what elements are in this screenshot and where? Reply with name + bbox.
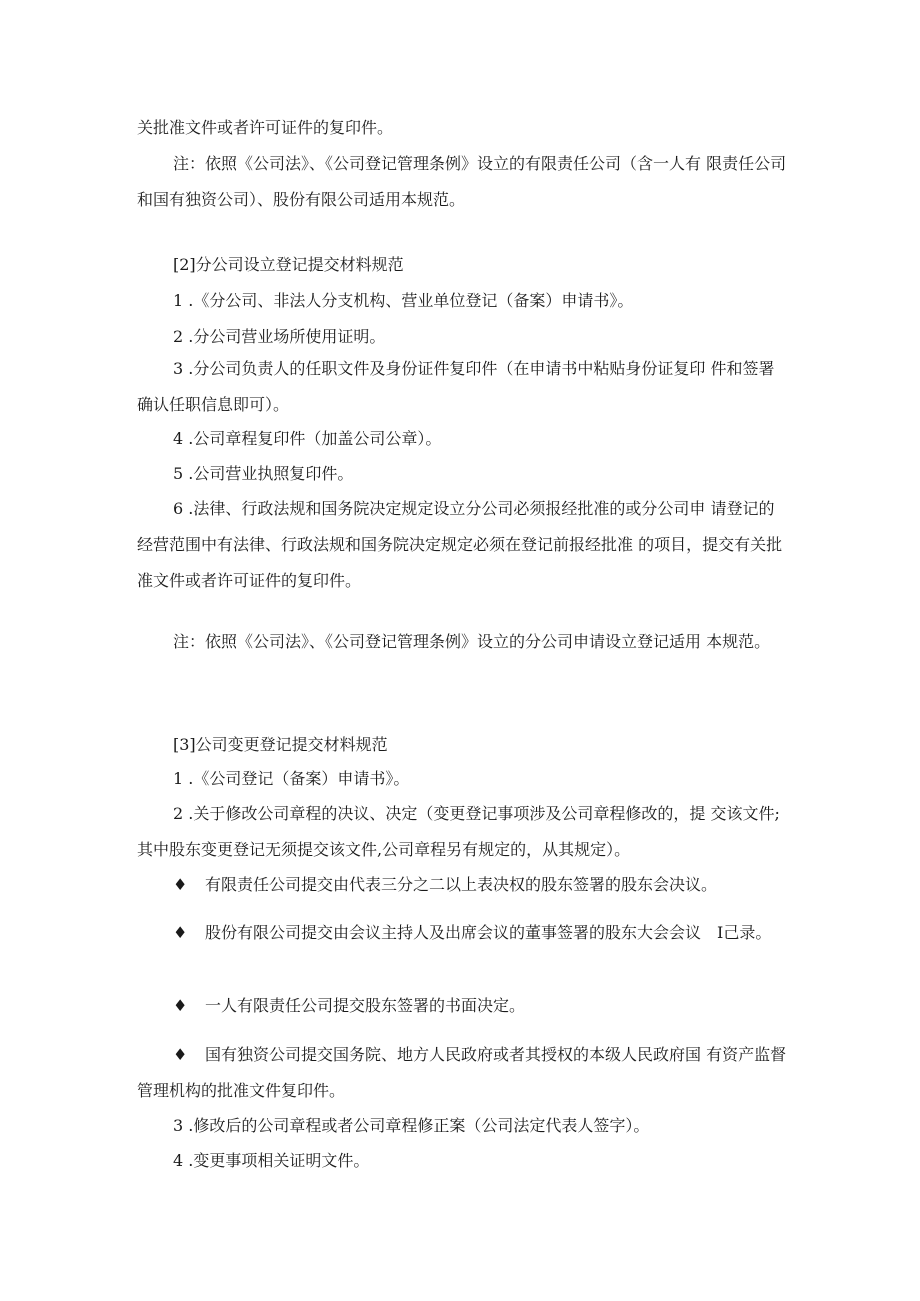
s3-item-1: 1 .《公司登记（备案）申请书》。: [173, 769, 410, 788]
s3-item-3: 3 .修改后的公司章程或者公司章程修正案（公司法定代表人签字）。: [173, 1116, 650, 1135]
section-3-heading: [3]公司变更登记提交材料规范: [173, 735, 388, 754]
paragraph-continued: 关批准文件或者许可证件的复印件。: [137, 118, 394, 137]
s2-item-5: 5 .公司营业执照复印件。: [173, 464, 354, 483]
note-paragraph-2: 注：依照《公司法》、《公司登记管理条例》设立的分公司申请设立登记适用 本规范。: [173, 632, 771, 651]
s3-item-2: 2 .关于修改公司章程的决议、决定（变更登记事项涉及公司章程修改的，提 交该文件;其中股东变更登记无须提交该文件,公司章程另有规定的，从其规定）。: [137, 804, 780, 859]
note-paragraph-1: 注：依照《公司法》、《公司登记管理条例》设立的有限责任公司（含一人有 限责任公司和国有独资公司）、股份有限公司适用本规范。: [137, 154, 787, 209]
s3-bullet-1-text: 有限责任公司提交由代表三分之二以上表决权的股东签署的股东会决议。: [205, 875, 718, 894]
section-2-heading: [2]分公司设立登记提交材料规范: [173, 255, 404, 274]
s2-item-2: 2 .分公司营业场所使用证明。: [173, 327, 386, 346]
s3-bullet-2-text: 股份有限公司提交由会议主持人及出席会议的董事签署的股东大会会议 I己录。: [205, 923, 772, 942]
s2-item-4: 4 .公司章程复印件（加盖公司公章）。: [173, 429, 442, 448]
s2-item-3: 3 .分公司负责人的任职文件及身份证件复印件（在申请书中粘贴身份证复印 件和签署确认任职信息即可）。: [137, 359, 775, 414]
diamond-bullet-icon: ♦: [173, 923, 188, 942]
s3-bullet-3-text: 一人有限责任公司提交股东签署的书面决定。: [205, 996, 526, 1015]
diamond-bullet-icon: ♦: [173, 996, 188, 1015]
s2-item-1: 1 .《分公司、非法人分支机构、营业单位登记（备案）申请书》。: [173, 291, 634, 310]
s3-item-4: 4 .变更事项相关证明文件。: [173, 1151, 370, 1170]
s3-bullet-4: [137, 1037, 789, 1109]
s3-bullet-2: [137, 915, 789, 951]
diamond-bullet-icon: ♦: [173, 1045, 188, 1064]
s3-bullet-4-text: 国有独资公司提交国务院、地方人民政府或者其授权的本级人民政府国 有资产监督管理机构的批准文件复印件。: [137, 1045, 787, 1100]
s2-item-6: 6 .法律、行政法规和国务院决定规定设立分公司必须报经批准的或分公司申 请登记的经营范围中有法律、行政法规和国务院决定规定必须在登记前报经批准 的项目，提交有关批准文件或者许可证件的复印件。: [137, 499, 783, 590]
s3-bullet-1: [137, 867, 789, 903]
diamond-bullet-icon: ♦: [173, 875, 188, 894]
s3-bullet-3: [137, 988, 789, 1024]
